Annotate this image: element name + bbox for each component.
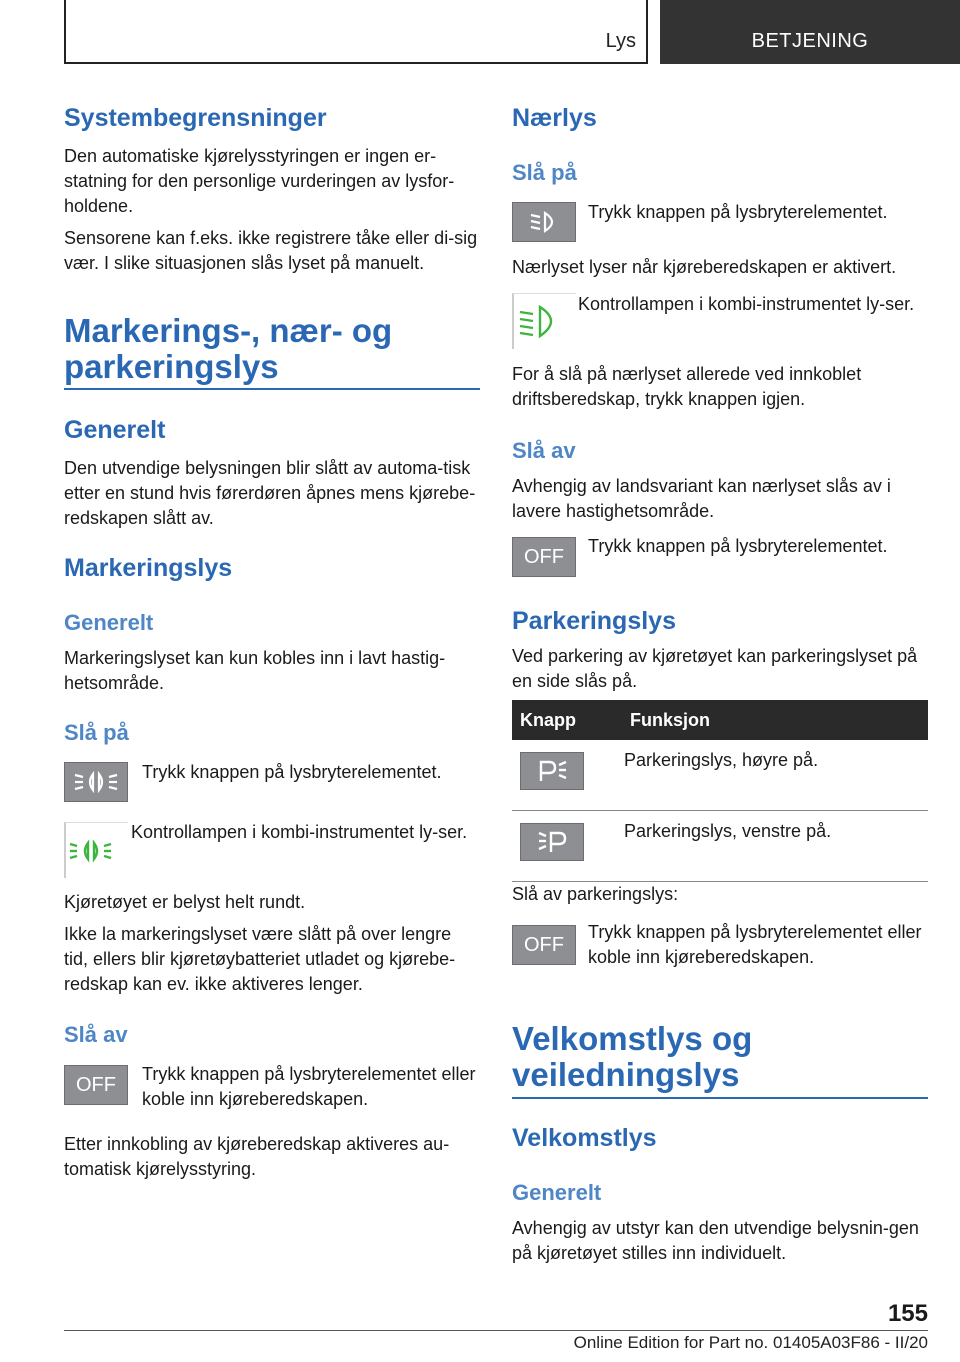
generelt-paragraph: Den utvendige belysningen blir slått av automa-tisk etter en stund hvis førerdøren åpnes mens kjøreberedskapen slått av. <box>64 458 476 528</box>
naerlys-sla-pa-heading: Slå på <box>512 160 577 185</box>
header-frame <box>64 0 648 64</box>
systembegrensninger-heading: Systembegrensninger <box>64 104 327 132</box>
markeringslys-sla-av-text: Trykk knappen på lysbryterelementet eller koble inn kjøreberedskapen. <box>142 1064 476 1109</box>
table-cell-icon <box>512 740 622 811</box>
table-header-row <box>512 700 928 740</box>
parking-left-icon <box>520 823 584 861</box>
parking-right-icon <box>520 752 584 790</box>
systembegrensninger-p1: Den automatiske kjørelysstyringen er ingen er-statning for den personlige vurderingen av lysfor-holdene. <box>64 146 455 216</box>
off-button-icon-3 <box>512 925 576 965</box>
parkeringslys-heading: Parkeringslys <box>512 607 676 635</box>
naerlys-heading: Nærlys <box>512 104 597 132</box>
table-cell-function: Parkeringslys, høyre på. <box>622 740 928 811</box>
chapter-rule <box>64 388 480 390</box>
table-row <box>512 740 928 811</box>
chapter-title-line1: Markerings-, nær- og <box>64 312 393 349</box>
markeringslys-generelt-paragraph: Markeringslyset kan kun kobles inn i lavt hastig-hetsområde. <box>64 648 446 693</box>
off-button-icon <box>64 1065 128 1105</box>
footer-edition: Online Edition for Part no. 01405A03F86 - II/20 <box>573 1333 928 1352</box>
off-label: OFF <box>524 546 564 568</box>
side-light-indicator-icon <box>64 822 128 878</box>
table-cell-function: Parkeringslys, venstre på. <box>622 811 928 882</box>
chapter-title-line2: parkeringslys <box>64 348 279 385</box>
for-a-paragraph: For å slå på nærlyset allerede ved innkoblet driftsberedskap, trykk knappen igjen. <box>512 364 862 409</box>
sla-av-parkering-label: Slå av parkeringslys: <box>512 884 679 904</box>
off-label: OFF <box>524 934 564 956</box>
naerlys-sla-pa-text: Trykk knappen på lysbryterelementet. <box>588 202 888 222</box>
footer-rule <box>64 1330 928 1331</box>
generelt-heading: Generelt <box>64 416 166 444</box>
low-beam-button-icon <box>512 202 576 242</box>
table-header-knapp: Knapp <box>512 700 622 740</box>
parkering-paragraph: Ved parkering av kjøretøyet kan parkeringslyset på en side slås på. <box>512 646 918 691</box>
table-header-funksjon: Funksjon <box>622 700 928 740</box>
naerlys-sla-av-text: Trykk knappen på lysbryterelementet. <box>588 536 888 556</box>
velkomstlys-heading: Velkomstlys <box>512 1124 657 1152</box>
markeringslys-sla-av-heading: Slå av <box>64 1022 128 1047</box>
off-button-icon-2 <box>512 537 576 577</box>
markeringslys-sla-pa-heading: Slå på <box>64 720 129 745</box>
systembegrensninger-p2: Sensorene kan f.eks. ikke registrere tåke eller di-sig vær. I slike situasjonen slås lyset på manuelt. <box>64 228 478 273</box>
table-row <box>512 811 928 882</box>
velkomst-title-line2: veiledningslys <box>512 1056 740 1093</box>
naerlys-paragraph: Nærlyset lyser når kjøreberedskapen er aktivert. <box>512 257 897 277</box>
velkomst-generelt-heading: Generelt <box>512 1180 602 1205</box>
low-beam-indicator-icon <box>512 293 576 349</box>
markeringslys-kontrollampe-text: Kontrollampen i kombi-instrumentet ly-ser. <box>131 822 468 842</box>
avhengig-paragraph: Avhengig av landsvariant kan nærlyset slås av i lavere hastighetsområde. <box>512 476 891 521</box>
header-section: Lys <box>605 30 636 52</box>
velkomst-title-line1: Velkomstlys og <box>512 1020 753 1057</box>
etter-paragraph: Etter innkobling av kjøreberedskap aktiveres au-tomatisk kjørelysstyring. <box>64 1134 450 1179</box>
velkomst-rule <box>512 1097 928 1099</box>
markeringslys-heading: Markeringslys <box>64 554 233 582</box>
side-light-button-icon <box>64 762 128 802</box>
off-label: OFF <box>76 1074 116 1096</box>
naerlys-kontrollampe-text: Kontrollampen i kombi-instrumentet ly-ser. <box>578 294 915 314</box>
belyst-paragraph: Kjøretøyet er belyst helt rundt. <box>64 892 306 912</box>
table-cell-icon <box>512 811 622 882</box>
parkering-sla-av-text: Trykk knappen på lysbryterelementet eller koble inn kjøreberedskapen. <box>588 922 922 967</box>
left-column <box>64 104 480 133</box>
page-number: 155 <box>887 1300 928 1327</box>
naerlys-sla-av-heading: Slå av <box>512 438 576 463</box>
markeringslys-sla-pa-text: Trykk knappen på lysbryterelementet. <box>142 762 442 782</box>
header-chapter: BETJENING <box>751 30 869 52</box>
ikke-la-paragraph: Ikke la markeringslyset være slått på over lengre tid, ellers blir kjøretøybatteriet utladet og kjørebe-redskap kan ev. ikke aktiveres lenger. <box>64 924 456 994</box>
parking-light-table <box>512 700 928 882</box>
markeringslys-generelt-heading: Generelt <box>64 610 154 635</box>
velkomst-generelt-paragraph: Avhengig av utstyr kan den utvendige belysnin-gen på kjøretøyet stilles inn individuelt. <box>512 1218 919 1263</box>
